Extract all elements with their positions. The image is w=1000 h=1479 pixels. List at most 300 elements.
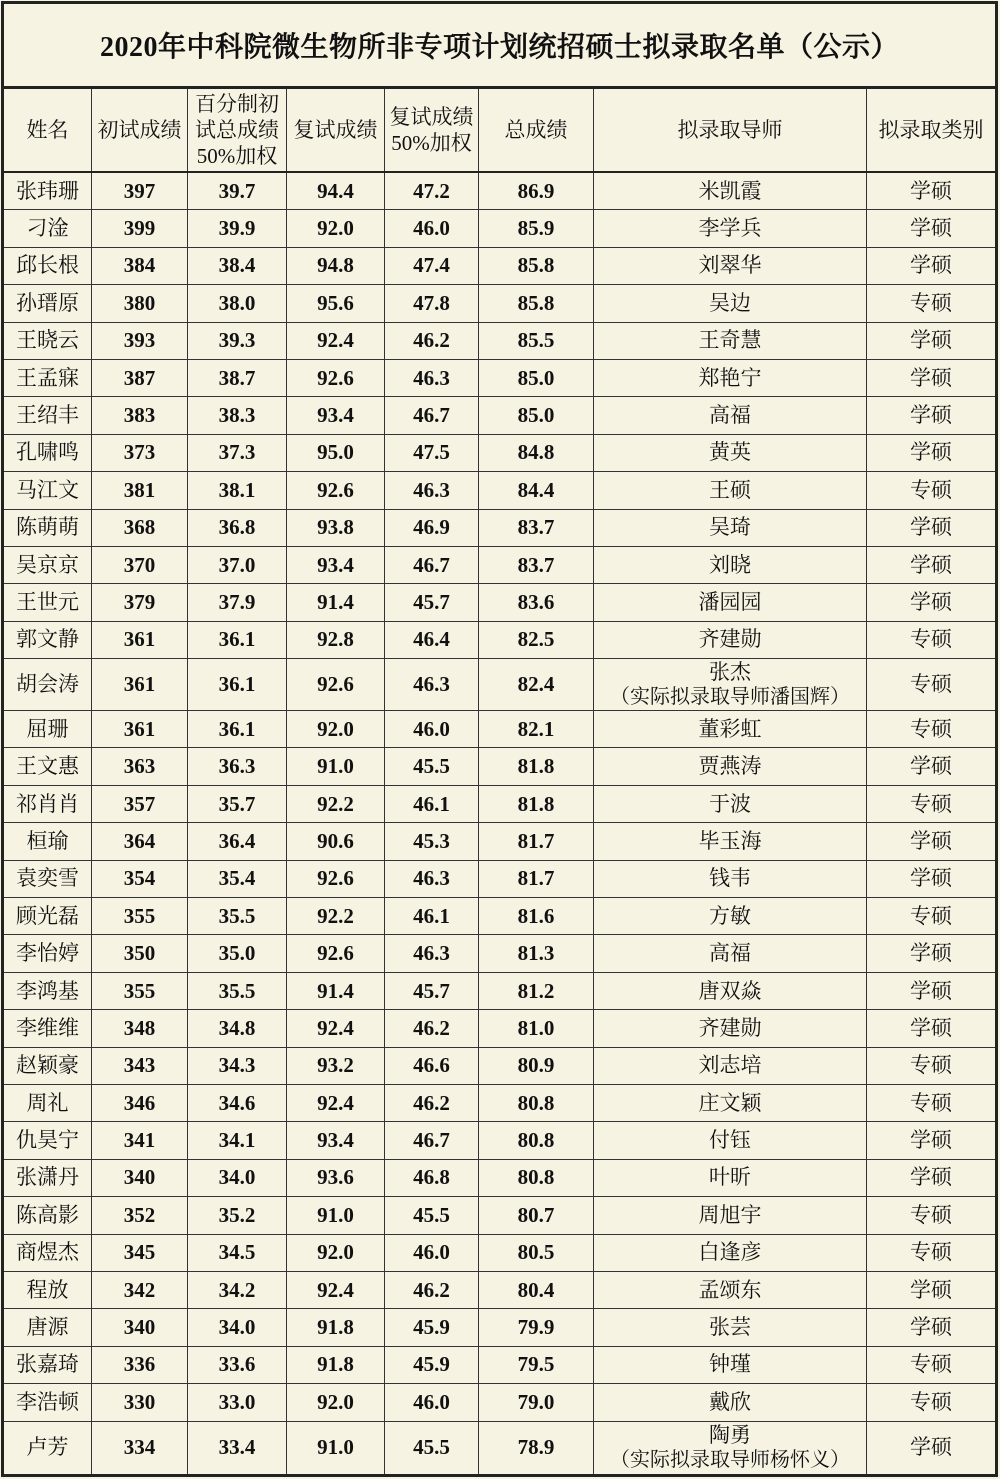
cell-initial-weighted: 36.8 [188, 510, 287, 546]
cell-initial-score: 399 [92, 210, 188, 246]
advisor-note: （实际拟录取导师杨怀义） [610, 1448, 850, 1471]
cell-retest-weighted: 46.9 [385, 510, 479, 546]
cell-name: 程放 [4, 1272, 92, 1308]
cell-total-score: 80.9 [479, 1048, 594, 1084]
cell-retest-weighted: 46.2 [385, 323, 479, 359]
cell-total-score: 85.0 [479, 360, 594, 396]
cell-admission-type: 专硕 [910, 290, 952, 315]
cell-retest-weighted: 47.8 [385, 285, 479, 321]
cell-advisor [594, 1309, 867, 1345]
cell-name: 张嘉琦 [4, 1347, 92, 1383]
advisor-name: 庄文颖 [698, 1090, 762, 1115]
cell-initial-score: 364 [92, 823, 188, 859]
cell-admission-type: 专硕 [910, 627, 952, 652]
table-row [4, 1010, 995, 1047]
cell-initial-score: 357 [92, 786, 188, 822]
cell-retest-weighted: 45.7 [385, 973, 479, 1009]
cell-advisor [594, 248, 867, 284]
advisor-name: 刘翠华 [698, 253, 762, 278]
header-line: 姓名 [26, 118, 69, 142]
cell-advisor [594, 397, 867, 433]
cell-name: 王晓云 [4, 323, 92, 359]
header-initial-score [92, 89, 188, 171]
cell-initial-score: 381 [92, 472, 188, 508]
cell-advisor [594, 1010, 867, 1046]
cell-retest-score: 93.4 [287, 547, 385, 583]
cell-retest-weighted: 47.5 [385, 435, 479, 471]
cell-admission-type: 专硕 [910, 903, 952, 928]
cell-initial-weighted: 38.1 [188, 472, 287, 508]
cell-total-score: 81.7 [479, 861, 594, 897]
advisor-name: 董彩虹 [698, 716, 762, 741]
cell-admission-type: 学硕 [910, 1435, 952, 1459]
cell-initial-weighted: 34.5 [188, 1235, 287, 1271]
table-row [4, 659, 995, 711]
advisor-name: 陶勇 [709, 1422, 751, 1447]
cell-initial-score: 343 [92, 1048, 188, 1084]
cell-name: 李浩顿 [4, 1384, 92, 1420]
advisor-name: 付钰 [709, 1128, 751, 1153]
advisor-name: 白逢彦 [698, 1240, 762, 1265]
cell-retest-score: 93.6 [287, 1160, 385, 1196]
cell-total-score: 84.8 [479, 435, 594, 471]
advisor-name: 钟瑾 [709, 1352, 751, 1377]
table-row [4, 748, 995, 785]
cell-initial-score: 340 [92, 1309, 188, 1345]
cell-name: 卢芳 [4, 1422, 92, 1474]
cell-retest-score: 92.4 [287, 1010, 385, 1046]
table-row [4, 173, 995, 210]
cell-retest-score: 92.0 [287, 711, 385, 747]
cell-initial-score: 341 [92, 1122, 188, 1158]
cell-name: 唐源 [4, 1309, 92, 1345]
cell-retest-weighted: 46.7 [385, 397, 479, 433]
cell-total-score: 82.4 [479, 659, 594, 710]
cell-total-score: 80.8 [479, 1122, 594, 1158]
advisor-name: 刘晓 [709, 552, 751, 577]
cell-retest-weighted: 46.7 [385, 1122, 479, 1158]
cell-total-score: 86.9 [479, 173, 594, 209]
cell-advisor [594, 823, 867, 859]
cell-initial-weighted: 34.2 [188, 1272, 287, 1308]
cell-total-score: 83.7 [479, 547, 594, 583]
cell-retest-score: 92.6 [287, 472, 385, 508]
cell-admission-type: 学硕 [910, 178, 952, 203]
cell-total-score: 83.7 [479, 510, 594, 546]
cell-retest-weighted: 46.2 [385, 1085, 479, 1121]
table-row [4, 248, 995, 285]
cell-name: 刁淦 [4, 210, 92, 246]
cell-total-score: 80.8 [479, 1085, 594, 1121]
cell-initial-score: 342 [92, 1272, 188, 1308]
cell-initial-weighted: 35.2 [188, 1197, 287, 1233]
cell-admission-type: 学硕 [910, 403, 952, 428]
cell-total-score: 85.8 [479, 248, 594, 284]
cell-total-score: 80.8 [479, 1160, 594, 1196]
table-row [4, 360, 995, 397]
cell-initial-weighted: 38.4 [188, 248, 287, 284]
table-row [4, 1122, 995, 1159]
cell-total-score: 81.6 [479, 898, 594, 934]
cell-advisor [594, 1122, 867, 1158]
cell-name: 李维维 [4, 1010, 92, 1046]
cell-initial-score: 352 [92, 1197, 188, 1233]
header-admission-type [867, 89, 995, 171]
table-row [4, 210, 995, 247]
advisor-name: 贾燕涛 [698, 754, 762, 779]
cell-initial-weighted: 36.3 [188, 748, 287, 784]
cell-retest-score: 91.0 [287, 1422, 385, 1474]
cell-total-score: 81.0 [479, 1010, 594, 1046]
cell-advisor [594, 360, 867, 396]
cell-admission-type: 专硕 [910, 1090, 952, 1115]
cell-initial-weighted: 35.4 [188, 861, 287, 897]
cell-retest-score: 92.6 [287, 360, 385, 396]
cell-retest-score: 92.4 [287, 1085, 385, 1121]
cell-initial-weighted: 36.1 [188, 659, 287, 710]
header-advisor [594, 89, 867, 171]
cell-retest-score: 91.0 [287, 1197, 385, 1233]
cell-admission-type: 专硕 [910, 716, 952, 741]
cell-initial-score: 397 [92, 173, 188, 209]
cell-retest-weighted: 46.4 [385, 622, 479, 658]
cell-retest-weighted: 46.0 [385, 210, 479, 246]
cell-retest-score: 91.4 [287, 584, 385, 620]
cell-advisor [594, 711, 867, 747]
cell-advisor [594, 748, 867, 784]
table-row [4, 622, 995, 659]
cell-retest-score: 94.8 [287, 248, 385, 284]
cell-retest-score: 91.4 [287, 973, 385, 1009]
cell-advisor [594, 547, 867, 583]
cell-admission-type: 学硕 [910, 440, 952, 465]
cell-name: 王孟寐 [4, 360, 92, 396]
cell-retest-score: 93.8 [287, 510, 385, 546]
cell-total-score: 81.7 [479, 823, 594, 859]
advisor-name: 唐双焱 [698, 978, 762, 1003]
cell-admission-type: 学硕 [910, 1015, 952, 1040]
cell-retest-weighted: 45.5 [385, 748, 479, 784]
advisor-name: 于波 [709, 791, 751, 816]
cell-initial-weighted: 39.9 [188, 210, 287, 246]
advisor-name: 吴边 [709, 290, 751, 315]
advisor-name: 钱韦 [709, 866, 751, 891]
cell-advisor [594, 659, 867, 710]
table-row [4, 973, 995, 1010]
cell-initial-score: 336 [92, 1347, 188, 1383]
header-total-score [479, 89, 594, 171]
cell-total-score: 79.0 [479, 1384, 594, 1420]
cell-total-score: 82.1 [479, 711, 594, 747]
cell-name: 商煜杰 [4, 1235, 92, 1271]
table-row [4, 323, 995, 360]
table-row [4, 547, 995, 584]
cell-retest-weighted: 47.4 [385, 248, 479, 284]
cell-initial-score: 361 [92, 622, 188, 658]
cell-initial-weighted: 34.0 [188, 1309, 287, 1345]
cell-name: 吴京京 [4, 547, 92, 583]
table-row [4, 584, 995, 621]
cell-admission-type: 学硕 [910, 365, 952, 390]
cell-initial-score: 334 [92, 1422, 188, 1474]
header-line: 百分制初 [195, 92, 279, 116]
cell-retest-score: 93.4 [287, 397, 385, 433]
cell-name: 顾光磊 [4, 898, 92, 934]
advisor-name: 张芸 [709, 1315, 751, 1340]
cell-total-score: 81.2 [479, 973, 594, 1009]
cell-retest-weighted: 45.3 [385, 823, 479, 859]
cell-initial-score: 346 [92, 1085, 188, 1121]
cell-initial-weighted: 35.0 [188, 935, 287, 971]
table-row [4, 1197, 995, 1234]
cell-name: 仇昊宁 [4, 1122, 92, 1158]
cell-retest-weighted: 46.8 [385, 1160, 479, 1196]
header-retest-score [287, 89, 385, 171]
table-row [4, 1235, 995, 1272]
cell-admission-type: 学硕 [910, 1128, 952, 1153]
header-line: 50%加权 [391, 131, 472, 155]
cell-name: 屈珊 [4, 711, 92, 747]
advisor-name: 高福 [709, 941, 751, 966]
cell-advisor [594, 472, 867, 508]
header-line: 试总成绩 [195, 118, 279, 142]
cell-initial-score: 355 [92, 898, 188, 934]
cell-initial-weighted: 36.1 [188, 622, 287, 658]
table-header-row [4, 89, 995, 173]
cell-total-score: 79.5 [479, 1347, 594, 1383]
cell-admission-type: 专硕 [910, 1389, 952, 1414]
cell-retest-score: 94.4 [287, 173, 385, 209]
cell-initial-score: 383 [92, 397, 188, 433]
cell-initial-score: 330 [92, 1384, 188, 1420]
table-row [4, 1160, 995, 1197]
cell-retest-weighted: 45.5 [385, 1422, 479, 1474]
cell-initial-score: 393 [92, 323, 188, 359]
cell-initial-weighted: 38.7 [188, 360, 287, 396]
cell-retest-score: 91.8 [287, 1309, 385, 1345]
header-line: 复试成绩 [389, 105, 474, 129]
cell-admission-type: 专硕 [910, 477, 952, 502]
cell-retest-weighted: 46.3 [385, 935, 479, 971]
cell-name: 赵颖豪 [4, 1048, 92, 1084]
advisor-name: 孟颂东 [698, 1277, 762, 1302]
cell-admission-type: 专硕 [910, 1240, 952, 1265]
advisor-name: 李学兵 [698, 216, 762, 241]
cell-retest-score: 95.6 [287, 285, 385, 321]
cell-retest-weighted: 46.1 [385, 786, 479, 822]
cell-retest-score: 92.6 [287, 659, 385, 710]
cell-retest-score: 92.6 [287, 861, 385, 897]
cell-initial-weighted: 34.6 [188, 1085, 287, 1121]
cell-admission-type: 学硕 [910, 253, 952, 278]
table-row [4, 898, 995, 935]
cell-retest-score: 91.0 [287, 748, 385, 784]
table-row [4, 711, 995, 748]
cell-admission-type: 专硕 [910, 1352, 952, 1377]
cell-initial-score: 361 [92, 659, 188, 710]
cell-total-score: 83.6 [479, 584, 594, 620]
cell-total-score: 81.8 [479, 748, 594, 784]
cell-initial-score: 380 [92, 285, 188, 321]
cell-retest-weighted: 46.2 [385, 1010, 479, 1046]
table-row [4, 510, 995, 547]
cell-admission-type: 学硕 [910, 1165, 952, 1190]
cell-initial-score: 340 [92, 1160, 188, 1196]
cell-initial-score: 363 [92, 748, 188, 784]
cell-name: 邱长根 [4, 248, 92, 284]
cell-initial-weighted: 34.0 [188, 1160, 287, 1196]
cell-name: 孔啸鸣 [4, 435, 92, 471]
cell-admission-type: 学硕 [910, 1315, 952, 1340]
cell-initial-score: 345 [92, 1235, 188, 1271]
cell-initial-score: 370 [92, 547, 188, 583]
table-row [4, 1309, 995, 1346]
cell-name: 王世元 [4, 584, 92, 620]
header-line: 初试成绩 [97, 118, 182, 142]
header-line: 拟录取导师 [677, 118, 783, 142]
cell-total-score: 84.4 [479, 472, 594, 508]
cell-retest-score: 92.0 [287, 1384, 385, 1420]
admission-list-sheet [1, 1, 998, 1477]
cell-total-score: 80.5 [479, 1235, 594, 1271]
table-row [4, 861, 995, 898]
cell-total-score: 85.0 [479, 397, 594, 433]
cell-name: 马江文 [4, 472, 92, 508]
cell-advisor [594, 173, 867, 209]
advisor-note: （实际拟录取导师潘国辉） [610, 685, 850, 708]
cell-name: 桓瑜 [4, 823, 92, 859]
cell-advisor [594, 973, 867, 1009]
cell-total-score: 80.7 [479, 1197, 594, 1233]
cell-total-score: 78.9 [479, 1422, 594, 1474]
cell-initial-score: 387 [92, 360, 188, 396]
cell-admission-type: 学硕 [910, 866, 952, 891]
cell-initial-score: 354 [92, 861, 188, 897]
cell-admission-type: 学硕 [910, 515, 952, 540]
cell-advisor [594, 1160, 867, 1196]
cell-advisor [594, 1197, 867, 1233]
cell-total-score: 80.4 [479, 1272, 594, 1308]
cell-retest-weighted: 46.3 [385, 360, 479, 396]
cell-advisor [594, 285, 867, 321]
cell-total-score: 85.9 [479, 210, 594, 246]
cell-retest-weighted: 46.0 [385, 1384, 479, 1420]
cell-retest-weighted: 45.5 [385, 1197, 479, 1233]
table-row [4, 285, 995, 322]
cell-retest-weighted: 45.9 [385, 1309, 479, 1345]
table-row [4, 1347, 995, 1384]
cell-initial-score: 348 [92, 1010, 188, 1046]
advisor-name: 米凯霞 [698, 178, 762, 203]
cell-initial-score: 379 [92, 584, 188, 620]
cell-retest-weighted: 46.3 [385, 659, 479, 710]
table-row [4, 472, 995, 509]
cell-name: 郭文静 [4, 622, 92, 658]
cell-initial-score: 373 [92, 435, 188, 471]
cell-initial-weighted: 35.7 [188, 786, 287, 822]
cell-initial-weighted: 39.3 [188, 323, 287, 359]
cell-retest-weighted: 46.3 [385, 472, 479, 508]
cell-name: 陈萌萌 [4, 510, 92, 546]
cell-retest-weighted: 46.0 [385, 1235, 479, 1271]
cell-retest-score: 90.6 [287, 823, 385, 859]
cell-name: 张潇丹 [4, 1160, 92, 1196]
cell-admission-type: 学硕 [910, 328, 952, 353]
cell-advisor [594, 435, 867, 471]
table-row [4, 1272, 995, 1309]
cell-total-score: 79.9 [479, 1309, 594, 1345]
advisor-name: 高福 [709, 403, 751, 428]
cell-advisor [594, 323, 867, 359]
cell-retest-weighted: 46.2 [385, 1272, 479, 1308]
cell-advisor [594, 1347, 867, 1383]
cell-total-score: 81.8 [479, 786, 594, 822]
cell-name: 祁肖肖 [4, 786, 92, 822]
cell-advisor [594, 210, 867, 246]
cell-retest-score: 93.2 [287, 1048, 385, 1084]
cell-total-score: 82.5 [479, 622, 594, 658]
cell-advisor [594, 1272, 867, 1308]
cell-admission-type: 学硕 [910, 589, 952, 614]
cell-retest-weighted: 47.2 [385, 173, 479, 209]
advisor-name: 戴欣 [709, 1389, 751, 1414]
table-row [4, 435, 995, 472]
cell-admission-type: 专硕 [910, 672, 952, 697]
table-row [4, 935, 995, 972]
table-row [4, 786, 995, 823]
cell-total-score: 85.5 [479, 323, 594, 359]
advisor-name: 齐建勋 [698, 1015, 762, 1040]
cell-admission-type: 专硕 [910, 791, 952, 816]
table-row [4, 1085, 995, 1122]
cell-admission-type: 学硕 [910, 552, 952, 577]
cell-initial-score: 355 [92, 973, 188, 1009]
cell-retest-weighted: 46.3 [385, 861, 479, 897]
advisor-name: 王奇慧 [698, 328, 762, 353]
table-row [4, 397, 995, 434]
cell-admission-type: 专硕 [910, 1202, 952, 1227]
cell-name: 张玮珊 [4, 173, 92, 209]
table-row [4, 1422, 995, 1474]
cell-total-score: 85.8 [479, 285, 594, 321]
cell-advisor [594, 510, 867, 546]
cell-advisor [594, 584, 867, 620]
cell-retest-score: 92.6 [287, 935, 385, 971]
cell-admission-type: 学硕 [910, 1277, 952, 1302]
table-row [4, 1048, 995, 1085]
cell-advisor [594, 1235, 867, 1271]
cell-initial-weighted: 34.8 [188, 1010, 287, 1046]
cell-retest-weighted: 46.0 [385, 711, 479, 747]
cell-advisor [594, 1048, 867, 1084]
cell-total-score: 81.3 [479, 935, 594, 971]
cell-advisor [594, 622, 867, 658]
cell-retest-weighted: 46.6 [385, 1048, 479, 1084]
cell-retest-score: 92.8 [287, 622, 385, 658]
cell-name: 李鸿基 [4, 973, 92, 1009]
cell-retest-score: 93.4 [287, 1122, 385, 1158]
table-row [4, 1384, 995, 1421]
cell-initial-weighted: 38.3 [188, 397, 287, 433]
cell-initial-weighted: 37.3 [188, 435, 287, 471]
header-line: 总成绩 [504, 118, 568, 142]
cell-admission-type: 学硕 [910, 828, 952, 853]
cell-initial-weighted: 37.9 [188, 584, 287, 620]
cell-admission-type: 学硕 [910, 754, 952, 779]
cell-initial-weighted: 33.6 [188, 1347, 287, 1383]
cell-name: 孙瑨原 [4, 285, 92, 321]
cell-retest-score: 92.4 [287, 323, 385, 359]
